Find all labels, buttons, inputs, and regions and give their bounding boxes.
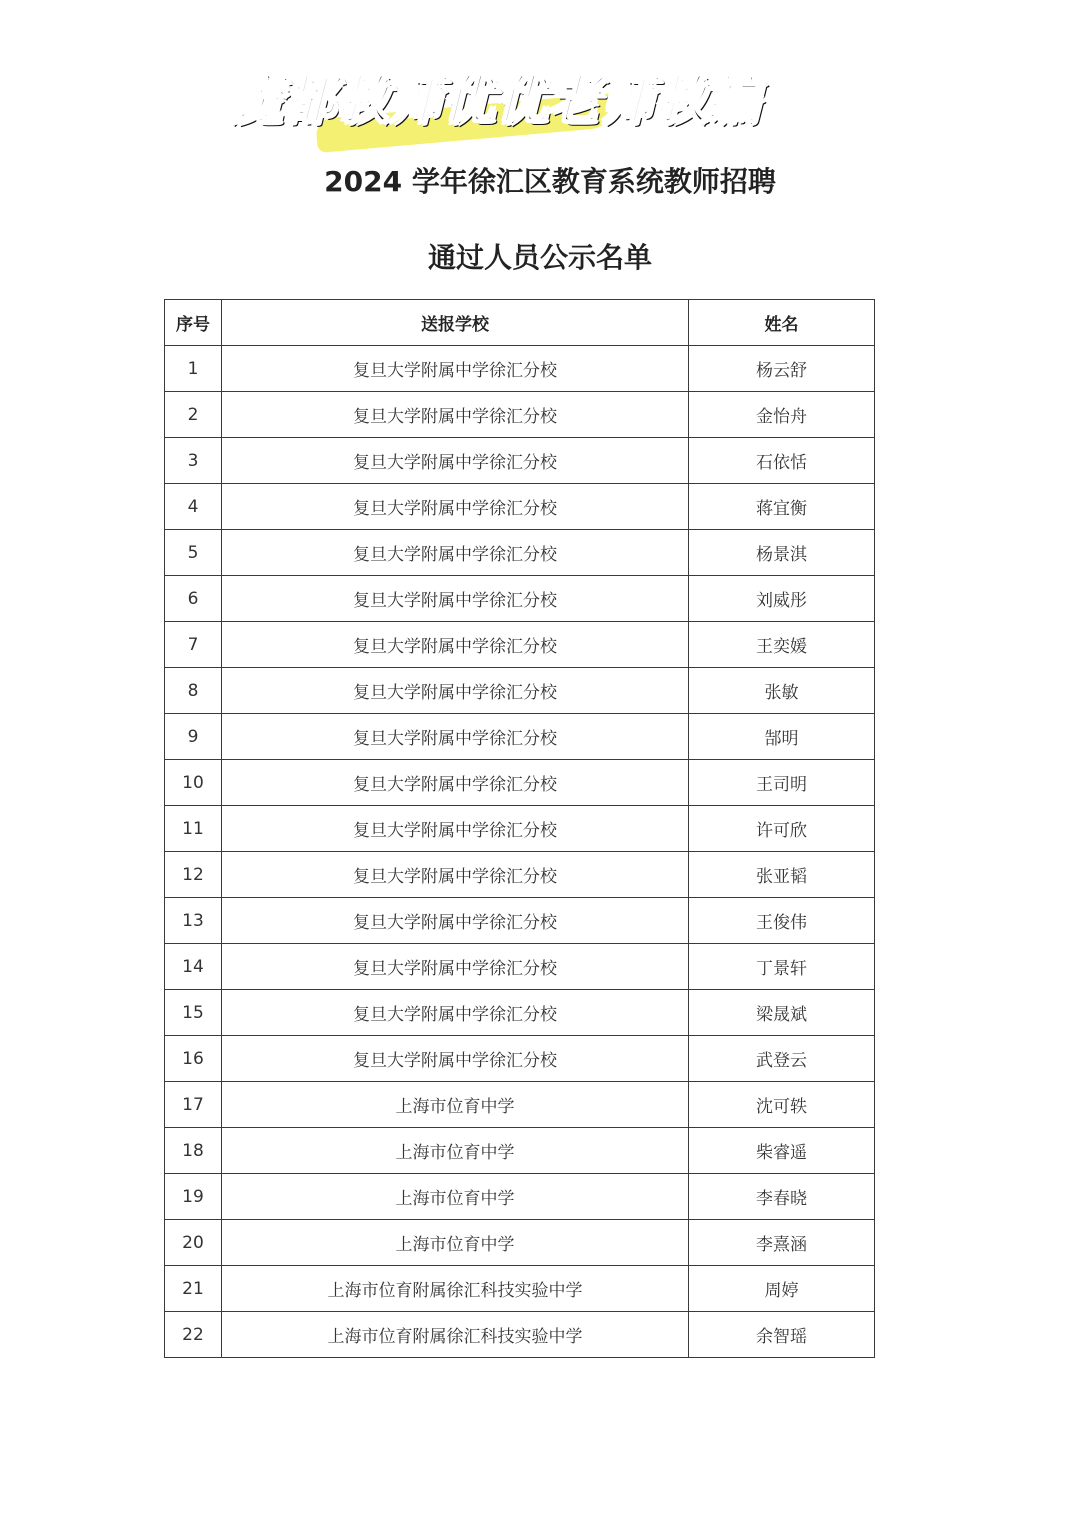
table-row xyxy=(165,1220,875,1266)
row-number: 5 xyxy=(165,530,222,576)
row-name: 柴睿遥 xyxy=(689,1128,875,1174)
table-row xyxy=(165,990,875,1036)
banner-text: 魔都教师优优老师教编 xyxy=(230,71,761,131)
row-number: 21 xyxy=(165,1266,222,1312)
row-number: 7 xyxy=(165,622,222,668)
row-school: 复旦大学附属中学徐汇分校 xyxy=(222,346,689,392)
row-name: 郜明 xyxy=(689,714,875,760)
row-number: 16 xyxy=(165,1036,222,1082)
row-number: 2 xyxy=(165,392,222,438)
row-name: 杨云舒 xyxy=(689,346,875,392)
header-school: 送报学校 xyxy=(222,300,689,346)
row-number: 8 xyxy=(165,668,222,714)
row-number: 15 xyxy=(165,990,222,1036)
row-name: 李熹涵 xyxy=(689,1220,875,1266)
row-school: 复旦大学附属中学徐汇分校 xyxy=(222,668,689,714)
document-title: 2024 学年徐汇区教育系统教师招聘 xyxy=(324,165,776,198)
row-school: 复旦大学附属中学徐汇分校 xyxy=(222,944,689,990)
row-name: 蒋宜衡 xyxy=(689,484,875,530)
table-row xyxy=(165,760,875,806)
row-school: 复旦大学附属中学徐汇分校 xyxy=(222,714,689,760)
table-row xyxy=(165,622,875,668)
row-school: 复旦大学附属中学徐汇分校 xyxy=(222,530,689,576)
row-school: 上海市位育中学 xyxy=(222,1174,689,1220)
row-number: 4 xyxy=(165,484,222,530)
row-school: 复旦大学附属中学徐汇分校 xyxy=(222,990,689,1036)
row-name: 石依恬 xyxy=(689,438,875,484)
table-row xyxy=(165,714,875,760)
roster-table xyxy=(164,299,875,1358)
document-subtitle: 通过人员公示名单 xyxy=(427,241,652,274)
row-number: 17 xyxy=(165,1082,222,1128)
row-name: 丁景轩 xyxy=(689,944,875,990)
table-row xyxy=(165,1128,875,1174)
table-body xyxy=(165,346,875,1358)
row-school: 复旦大学附属中学徐汇分校 xyxy=(222,484,689,530)
table-row xyxy=(165,806,875,852)
row-name: 刘威彤 xyxy=(689,576,875,622)
row-number: 9 xyxy=(165,714,222,760)
table-row xyxy=(165,898,875,944)
row-name: 金怡舟 xyxy=(689,392,875,438)
row-school: 复旦大学附属中学徐汇分校 xyxy=(222,576,689,622)
row-school: 复旦大学附属中学徐汇分校 xyxy=(222,1036,689,1082)
row-name: 杨景淇 xyxy=(689,530,875,576)
watermark-banner xyxy=(230,58,790,148)
table-row xyxy=(165,484,875,530)
row-number: 19 xyxy=(165,1174,222,1220)
row-name: 李春晓 xyxy=(689,1174,875,1220)
row-number: 6 xyxy=(165,576,222,622)
table-row xyxy=(165,944,875,990)
row-name: 王奕媛 xyxy=(689,622,875,668)
row-name: 余智瑶 xyxy=(689,1312,875,1358)
row-school: 复旦大学附属中学徐汇分校 xyxy=(222,852,689,898)
row-name: 周婷 xyxy=(689,1266,875,1312)
row-school: 复旦大学附属中学徐汇分校 xyxy=(222,898,689,944)
row-name: 梁晟斌 xyxy=(689,990,875,1036)
table-header-row xyxy=(165,300,875,346)
row-number: 18 xyxy=(165,1128,222,1174)
row-school: 上海市位育附属徐汇科技实验中学 xyxy=(222,1266,689,1312)
row-number: 12 xyxy=(165,852,222,898)
table-row xyxy=(165,392,875,438)
table-row xyxy=(165,852,875,898)
table-row xyxy=(165,668,875,714)
table-row xyxy=(165,346,875,392)
table-row xyxy=(165,1174,875,1220)
table-row xyxy=(165,530,875,576)
row-school: 复旦大学附属中学徐汇分校 xyxy=(222,622,689,668)
table-row xyxy=(165,1036,875,1082)
row-number: 22 xyxy=(165,1312,222,1358)
row-school: 上海市位育中学 xyxy=(222,1220,689,1266)
row-school: 复旦大学附属中学徐汇分校 xyxy=(222,806,689,852)
table-row xyxy=(165,1082,875,1128)
table-row xyxy=(165,576,875,622)
row-school: 上海市位育附属徐汇科技实验中学 xyxy=(222,1312,689,1358)
table-row xyxy=(165,1312,875,1358)
row-name: 王俊伟 xyxy=(689,898,875,944)
row-number: 11 xyxy=(165,806,222,852)
row-name: 张敏 xyxy=(689,668,875,714)
header-no: 序号 xyxy=(165,300,222,346)
row-name: 许可欣 xyxy=(689,806,875,852)
row-school: 上海市位育中学 xyxy=(222,1128,689,1174)
row-name: 王司明 xyxy=(689,760,875,806)
row-number: 14 xyxy=(165,944,222,990)
row-name: 张亚韬 xyxy=(689,852,875,898)
table-row xyxy=(165,438,875,484)
row-name: 沈可轶 xyxy=(689,1082,875,1128)
row-number: 1 xyxy=(165,346,222,392)
row-number: 20 xyxy=(165,1220,222,1266)
row-number: 10 xyxy=(165,760,222,806)
row-number: 3 xyxy=(165,438,222,484)
table-row xyxy=(165,1266,875,1312)
row-number: 13 xyxy=(165,898,222,944)
row-school: 上海市位育中学 xyxy=(222,1082,689,1128)
row-school: 复旦大学附属中学徐汇分校 xyxy=(222,760,689,806)
row-school: 复旦大学附属中学徐汇分校 xyxy=(222,392,689,438)
row-name: 武登云 xyxy=(689,1036,875,1082)
header-name: 姓名 xyxy=(689,300,875,346)
row-school: 复旦大学附属中学徐汇分校 xyxy=(222,438,689,484)
